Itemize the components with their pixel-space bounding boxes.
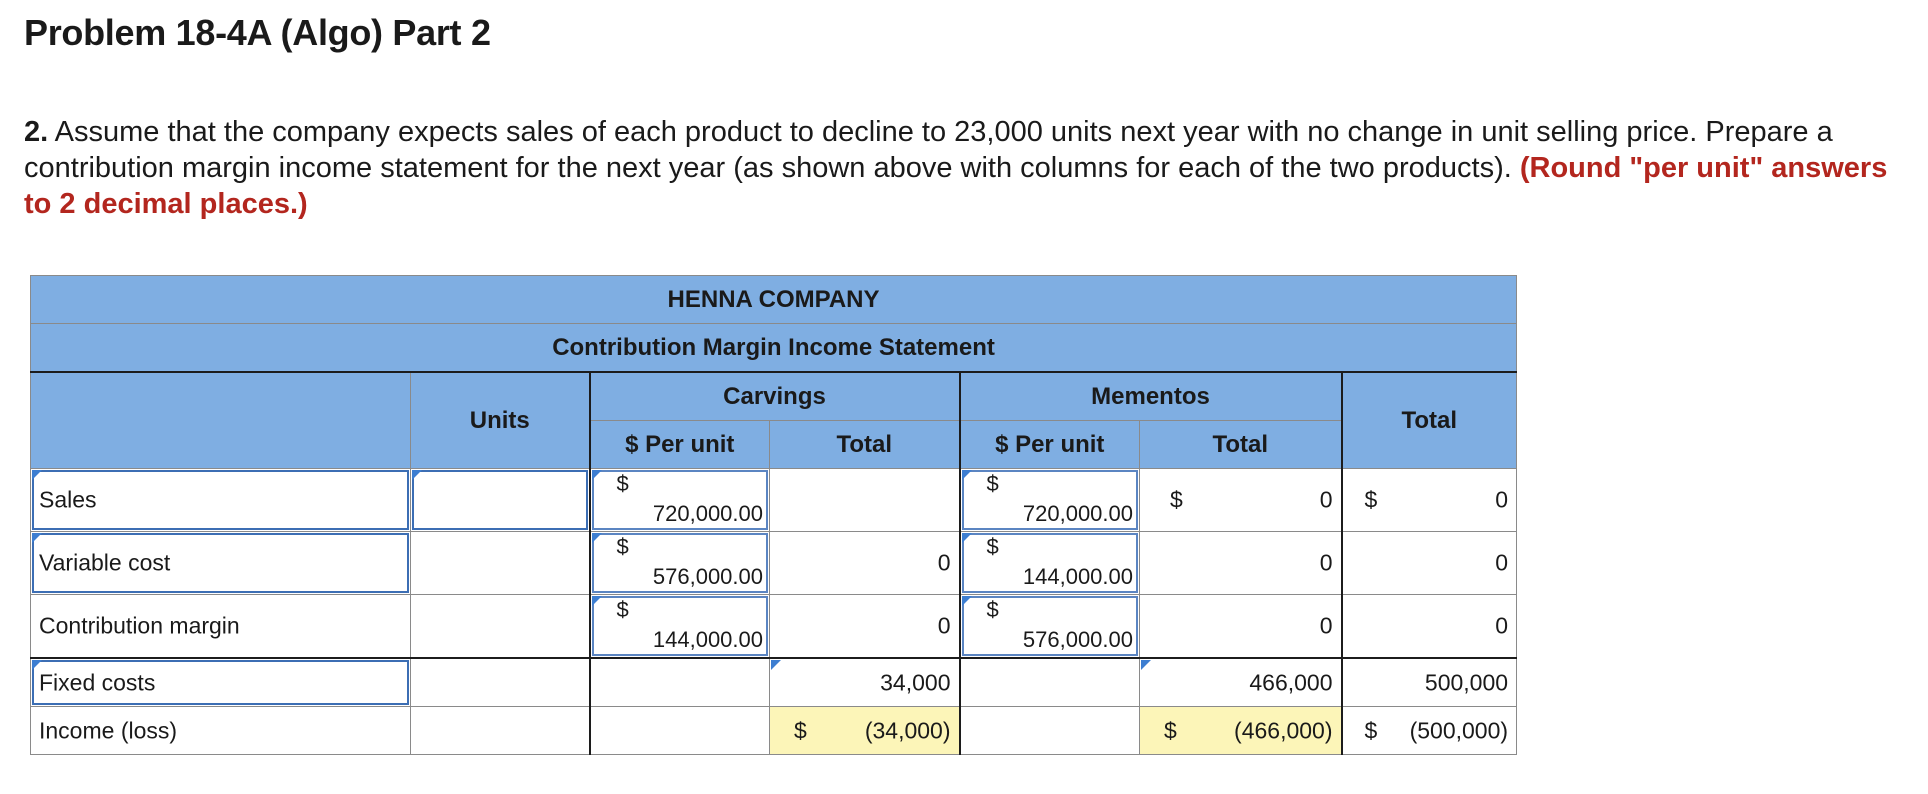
income-total-cell (1342, 707, 1517, 755)
fixed-mementos-total-value: 466,000 (1249, 669, 1333, 695)
dollar-sign: $ (986, 534, 999, 559)
header-carvings-total: Total (770, 421, 960, 469)
income-loss-row (31, 707, 1517, 755)
dollar-sign: $ (794, 717, 807, 743)
variable-carvings-total-value: 0 (937, 549, 951, 576)
income-carvings-total-value: (34,000) (864, 717, 951, 743)
header-total: Total (1342, 372, 1517, 469)
sales-carvings-per-unit-value: 720,000.00 (652, 501, 763, 526)
dollar-sign: $ (1364, 486, 1378, 513)
variable-mementos-total-value: 0 (1319, 549, 1333, 576)
variable-carvings-per-unit-value: 576,000.00 (652, 564, 763, 589)
fixed-label: Fixed costs (39, 669, 156, 695)
contribution-label: Contribution margin (39, 612, 240, 639)
variable-carvings-per-unit-cell[interactable] (590, 532, 770, 595)
sales-label-cell[interactable] (31, 469, 411, 532)
dropdown-flag-icon (592, 596, 602, 606)
dollar-sign: $ (616, 471, 629, 496)
fixed-costs-row (31, 658, 1517, 707)
dropdown-flag-icon (771, 660, 781, 670)
fixed-total-cell (1342, 658, 1517, 707)
header-group-row (31, 372, 1517, 421)
dropdown-flag-icon (962, 596, 972, 606)
statement-name: Contribution Margin Income Statement (31, 324, 1517, 373)
income-mementos-total-value: (466,000) (1234, 717, 1333, 743)
variable-total-value: 0 (1495, 549, 1509, 576)
dropdown-flag-icon (32, 533, 42, 543)
sales-carvings-per-unit-cell[interactable] (590, 469, 770, 532)
dropdown-flag-icon (32, 470, 42, 480)
fixed-units-cell (411, 658, 590, 707)
income-units-cell (411, 707, 590, 755)
contribution-label-cell (31, 595, 411, 659)
contribution-carvings-total-cell (770, 595, 960, 659)
question-number: 2. (24, 116, 49, 148)
header-blank (31, 372, 411, 469)
dollar-sign: $ (1164, 717, 1177, 743)
contribution-mementos-total-cell (1140, 595, 1342, 659)
variable-mementos-per-unit-cell[interactable] (960, 532, 1140, 595)
dollar-sign: $ (1364, 717, 1378, 743)
income-mementos-per-unit-cell (960, 707, 1140, 755)
header-carvings: Carvings (590, 372, 960, 421)
sales-mementos-per-unit-cell[interactable] (960, 469, 1140, 532)
header-company-row (31, 276, 1517, 324)
income-statement-table (30, 275, 1517, 755)
fixed-mementos-per-unit-cell (960, 658, 1140, 707)
sales-mementos-total-cell (1140, 469, 1342, 532)
sales-mementos-per-unit-value: 720,000.00 (1022, 501, 1133, 526)
dropdown-flag-icon (1141, 660, 1151, 670)
question-text (24, 114, 1919, 222)
dollar-sign: $ (1170, 486, 1183, 513)
variable-carvings-total-cell (770, 532, 960, 595)
income-carvings-per-unit-cell (590, 707, 770, 755)
contribution-carvings-per-unit-value: 144,000.00 (652, 627, 763, 652)
sales-label: Sales (39, 486, 97, 513)
variable-label: Variable cost (39, 549, 171, 576)
dollar-sign: $ (616, 534, 629, 559)
sales-carvings-total-cell (770, 469, 960, 532)
contribution-mementos-per-unit-value: 576,000.00 (1022, 627, 1133, 652)
dropdown-flag-icon (962, 533, 972, 543)
sales-mementos-total-value: 0 (1319, 486, 1333, 513)
contribution-carvings-per-unit-cell[interactable] (590, 595, 770, 659)
variable-label-cell[interactable] (31, 532, 411, 595)
dollar-sign: $ (616, 597, 629, 622)
variable-units-cell (411, 532, 590, 595)
sales-units-input[interactable] (412, 470, 588, 530)
question-body: Assume that the company expects sales of each product to decline to 23,000 units next year with no change in unit selling price. Prepare a contribution margin income statement for the next year (as shown above with columns for each of the two products). (24, 116, 1833, 184)
header-carvings-per-unit: $ Per unit (590, 421, 770, 469)
income-label: Income (loss) (39, 717, 178, 743)
variable-total-cell (1342, 532, 1517, 595)
sales-units-cell[interactable] (411, 469, 590, 532)
income-mementos-total-cell (1140, 707, 1342, 755)
fixed-carvings-total-value: 34,000 (880, 669, 951, 695)
contribution-total-cell (1342, 595, 1517, 659)
page-title: Problem 18-4A (Algo) Part 2 (24, 12, 491, 53)
dropdown-flag-icon (592, 470, 602, 480)
header-mementos-per-unit: $ Per unit (960, 421, 1140, 469)
contribution-mementos-total-value: 0 (1319, 612, 1333, 639)
header-units: Units (411, 372, 590, 469)
header-mementos-total: Total (1140, 421, 1342, 469)
contribution-margin-row (31, 595, 1517, 659)
dropdown-flag-icon (592, 533, 602, 543)
variable-mementos-per-unit-value: 144,000.00 (1022, 564, 1133, 589)
income-total-value: (500,000) (1409, 717, 1509, 743)
contribution-total-value: 0 (1495, 612, 1509, 639)
variable-mementos-total-cell (1140, 532, 1342, 595)
header-statement-row (31, 324, 1517, 373)
rounding-hint: (Round "per unit" answers to 2 decimal places.) (24, 152, 1888, 220)
dropdown-flag-icon (962, 470, 972, 480)
company-name: HENNA COMPANY (31, 276, 1517, 324)
fixed-carvings-per-unit-cell (590, 658, 770, 707)
fixed-carvings-total-cell[interactable] (770, 658, 960, 707)
variable-cost-row (31, 532, 1517, 595)
sales-row (31, 469, 1517, 532)
sales-total-value: 0 (1495, 486, 1509, 513)
contribution-carvings-total-value: 0 (937, 612, 951, 639)
contribution-mementos-per-unit-cell[interactable] (960, 595, 1140, 659)
fixed-label-cell[interactable] (31, 658, 411, 707)
sales-total-cell (1342, 469, 1517, 532)
income-label-cell (31, 707, 411, 755)
fixed-total-value: 500,000 (1424, 669, 1509, 695)
dollar-sign: $ (986, 597, 999, 622)
header-mementos: Mementos (960, 372, 1342, 421)
contribution-units-cell (411, 595, 590, 659)
dropdown-flag-icon (412, 470, 422, 480)
income-carvings-total-cell (770, 707, 960, 755)
dollar-sign: $ (986, 471, 999, 496)
fixed-mementos-total-cell[interactable] (1140, 658, 1342, 707)
